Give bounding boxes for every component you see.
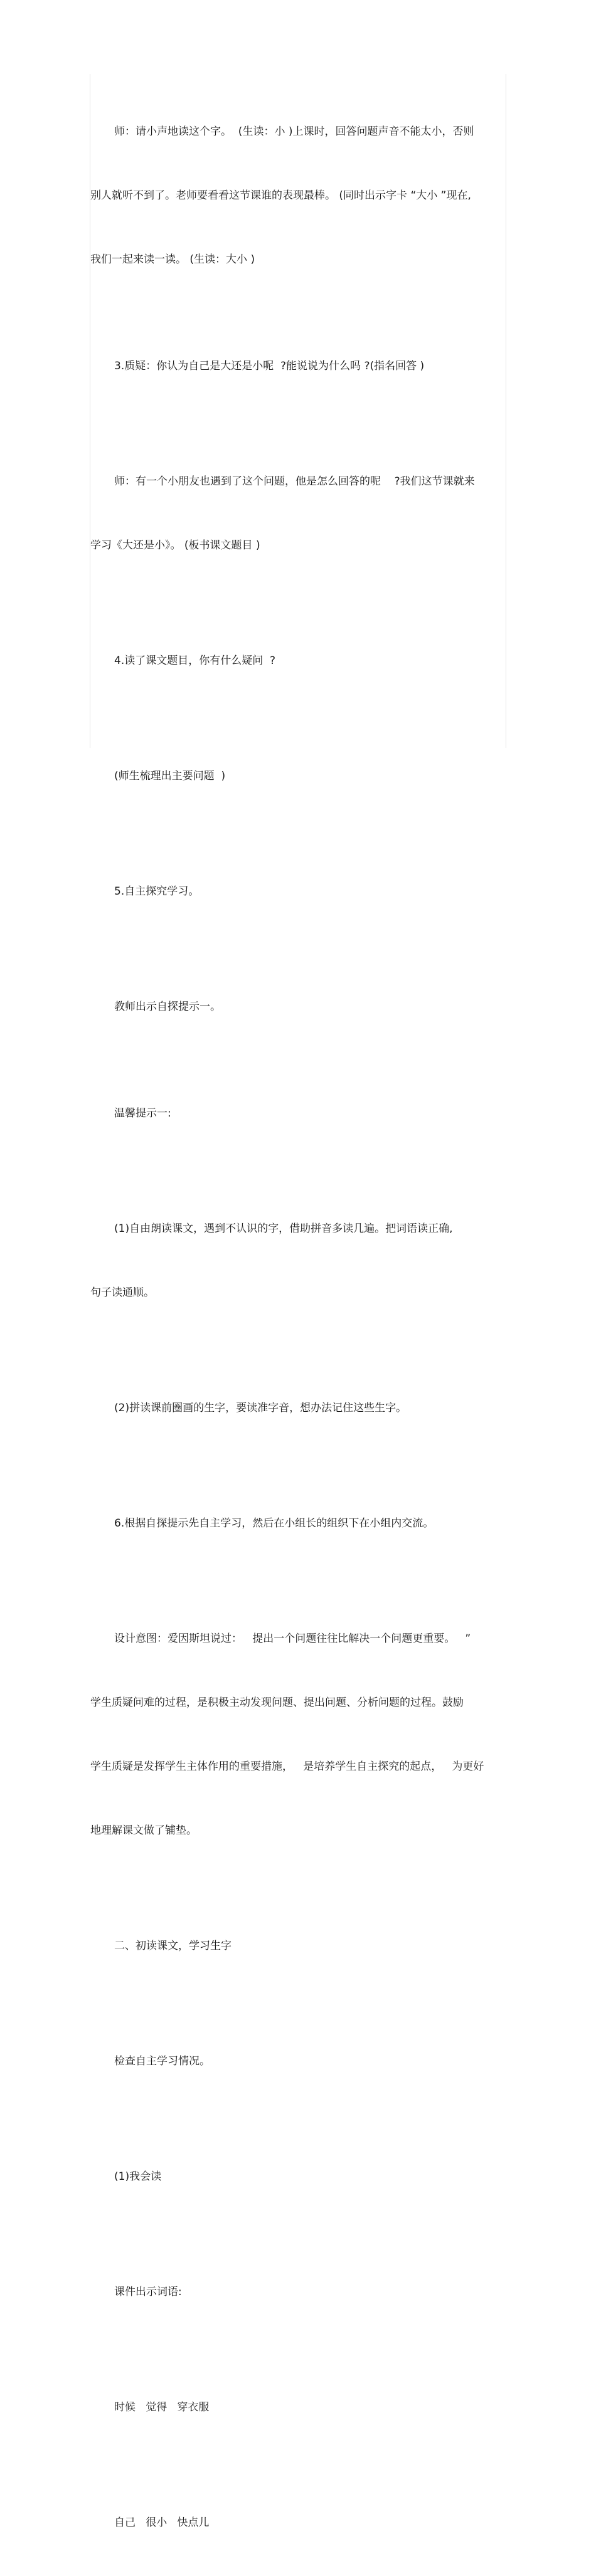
text-line: (2)拼读课前圈画的生字，要读准字音，想办法记住这些生字。	[114, 1402, 407, 1414]
text-line: (1)自由朗读课文，遇到不认识的字，借助拼音多读几遍。把词语读正确,	[114, 1222, 453, 1235]
text-line: 课件出示词语:	[114, 2286, 182, 2298]
paragraph-group-study	[90, 1470, 506, 1577]
text-line: 教师出示自探提示一。	[114, 1001, 221, 1013]
paragraph-show-words	[90, 2239, 506, 2345]
paragraph-teacher-intro-lesson	[90, 428, 506, 599]
text-line: 地理解课文做了铺垫。	[90, 1824, 197, 1837]
paragraph-sort-questions	[90, 723, 506, 829]
document-body	[90, 78, 506, 2576]
paragraph-question-3	[90, 313, 506, 419]
text-line: (师生梳理出主要问题 )	[114, 770, 226, 782]
text-line: 6.根据自探提示先自主学习，然后在小组长的组织下在小组内交流。	[114, 1517, 434, 1530]
text-line: 师：请小声地读这个字。 (生读：小 )上课时，回答问题声音不能太小，否则	[114, 125, 474, 138]
text-line: 设计意图：爱因斯坦说过： 提出一个问题往往比解决一个问题更重要。 ”	[114, 1632, 471, 1645]
text-line: 师：有一个小朋友也遇到了这个问题，他是怎么回答的呢 ?我们这节课就来	[114, 475, 475, 488]
paragraph-teacher-shows-hint	[90, 954, 506, 1060]
paragraph-hint-item-2	[90, 1355, 506, 1461]
text-line: 学习《大还是小》。 (板书课文题目 )	[90, 539, 260, 552]
paragraph-question-4	[90, 607, 506, 714]
paragraph-self-study	[90, 838, 506, 945]
text-line: (1)我会读	[114, 2170, 162, 2183]
paragraph-design-intent	[90, 1585, 506, 1884]
word-list-row-2	[90, 2469, 506, 2576]
paragraph-hint-title	[90, 1060, 506, 1167]
text-line: 温馨提示一:	[114, 1107, 171, 1120]
text-line: 学生质疑是发挥学生主体作用的重要措施， 是培养学生自主探究的起点， 为更好	[90, 1760, 484, 1773]
text-line: 3.质疑：你认为自己是大还是小呢 ?能说说为什么吗 ?(指名回答 )	[114, 360, 425, 372]
text-line: 我们一起来读一读。 (生读：大小 )	[90, 253, 255, 266]
section-heading-2	[90, 1893, 506, 1999]
text-line: 句子读通顺。	[90, 1286, 154, 1299]
paragraph-i-can-read	[90, 2123, 506, 2230]
text-line: 自己 很小 快点儿	[114, 2516, 210, 2529]
paragraph-teacher-read-character	[90, 78, 506, 313]
text-line: 5.自主探究学习。	[114, 885, 200, 898]
text-line: 别人就听不到了。老师要看看这节课谁的表现最棒。 (同时出示字卡 “大小 ”现在,	[90, 189, 471, 202]
text-line: 时候 觉得 穿衣服	[114, 2401, 210, 2414]
text-line: 检查自主学习情况。	[114, 2055, 210, 2068]
word-list-row-1	[90, 2354, 506, 2461]
text-line: 4.读了课文题目，你有什么疑问 ?	[114, 655, 276, 667]
text-line: 学生质疑问难的过程，是积极主动发现问题、提出问题、分析问题的过程。鼓励	[90, 1696, 464, 1709]
text-line: 二、初读课文，学习生字	[114, 1940, 231, 1952]
paragraph-hint-item-1	[90, 1175, 506, 1346]
paragraph-check-study	[90, 2008, 506, 2115]
